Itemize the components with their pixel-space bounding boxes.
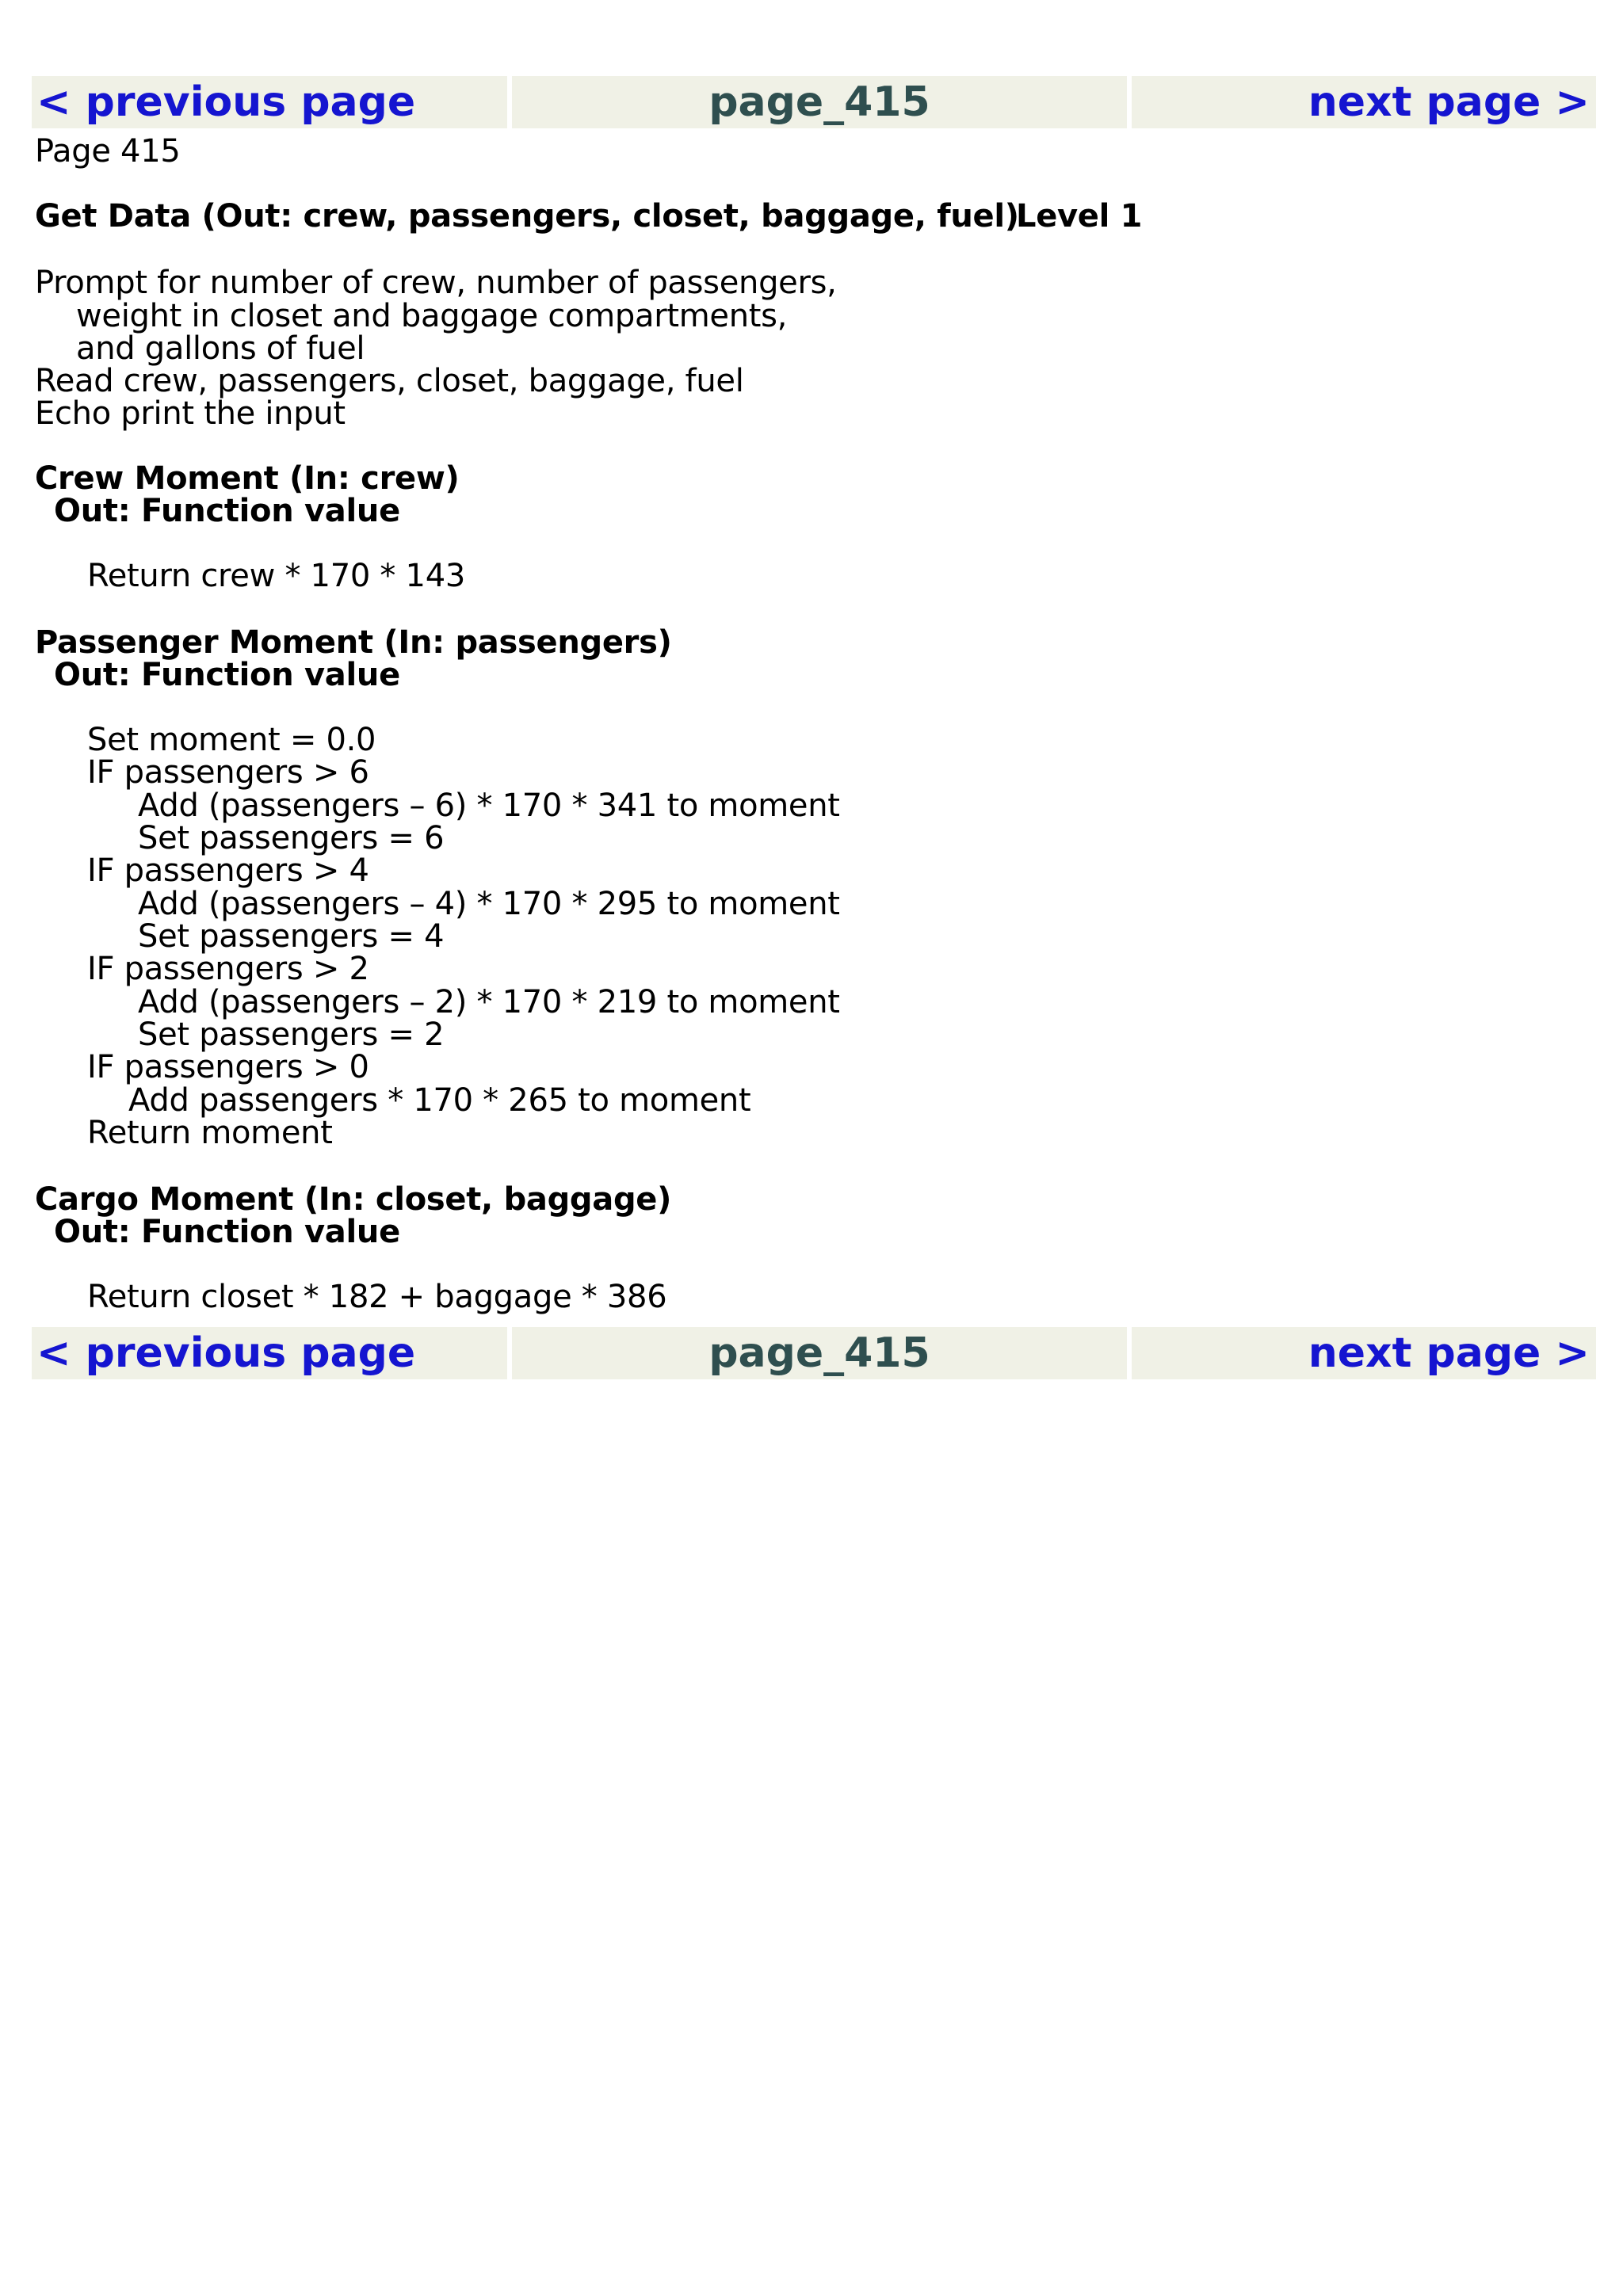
cargo-moment-line: Return closet * 182 + baggage * 386: [87, 1279, 667, 1315]
passenger-moment-line: IF passengers > 2: [87, 951, 369, 987]
passenger-moment-line: Add passengers * 170 * 265 to moment: [128, 1082, 751, 1119]
next-page-link[interactable]: next page >: [1132, 1327, 1596, 1379]
passenger-moment-line: Set passengers = 2: [138, 1016, 445, 1053]
passenger-moment-line: Set moment = 0.0: [87, 722, 376, 758]
passenger-moment-line: Add (passengers – 2) * 170 * 219 to moment: [138, 984, 840, 1020]
previous-page-link[interactable]: < previous page: [32, 1327, 507, 1379]
passenger-moment-line: Add (passengers – 6) * 170 * 341 to moment: [138, 788, 840, 824]
passenger-moment-line: IF passengers > 6: [87, 754, 369, 791]
get-data-line: and gallons of fuel: [76, 330, 365, 367]
cargo-moment-heading: Cargo Moment (In: closet, baggage): [35, 1181, 672, 1218]
get-data-line: Echo print the input: [35, 395, 346, 432]
page-id: page_415: [512, 76, 1127, 128]
previous-page-link[interactable]: < previous page: [32, 76, 507, 128]
next-page-link[interactable]: next page >: [1132, 76, 1596, 128]
top-navbar: [32, 76, 1596, 128]
passenger-moment-line: Set passengers = 4: [138, 918, 445, 955]
passenger-moment-line: Set passengers = 6: [138, 820, 445, 856]
passenger-moment-out: Out: Function value: [54, 657, 400, 693]
passenger-moment-line: IF passengers > 4: [87, 852, 369, 889]
crew-moment-out: Out: Function value: [54, 493, 400, 529]
bottom-navbar: [32, 1327, 1596, 1379]
passenger-moment-line: Return moment: [87, 1115, 333, 1151]
get-data-heading: Get Data (Out: crew, passengers, closet, baggage, fuel): [35, 198, 1019, 235]
level-label: Level 1: [1016, 198, 1143, 235]
crew-moment-heading: Crew Moment (In: crew): [35, 460, 460, 497]
get-data-line: Read crew, passengers, closet, baggage, fuel: [35, 363, 744, 399]
get-data-line: Prompt for number of crew, number of passengers,: [35, 265, 837, 301]
passenger-moment-line: Add (passengers – 4) * 170 * 295 to moment: [138, 886, 840, 922]
get-data-line: weight in closet and baggage compartments,: [76, 298, 788, 334]
passenger-moment-line: IF passengers > 0: [87, 1049, 369, 1085]
page-label: Page 415: [35, 133, 181, 170]
cargo-moment-out: Out: Function value: [54, 1214, 400, 1250]
crew-moment-line: Return crew * 170 * 143: [87, 558, 465, 594]
page-id: page_415: [512, 1327, 1127, 1379]
passenger-moment-heading: Passenger Moment (In: passengers): [35, 624, 672, 661]
